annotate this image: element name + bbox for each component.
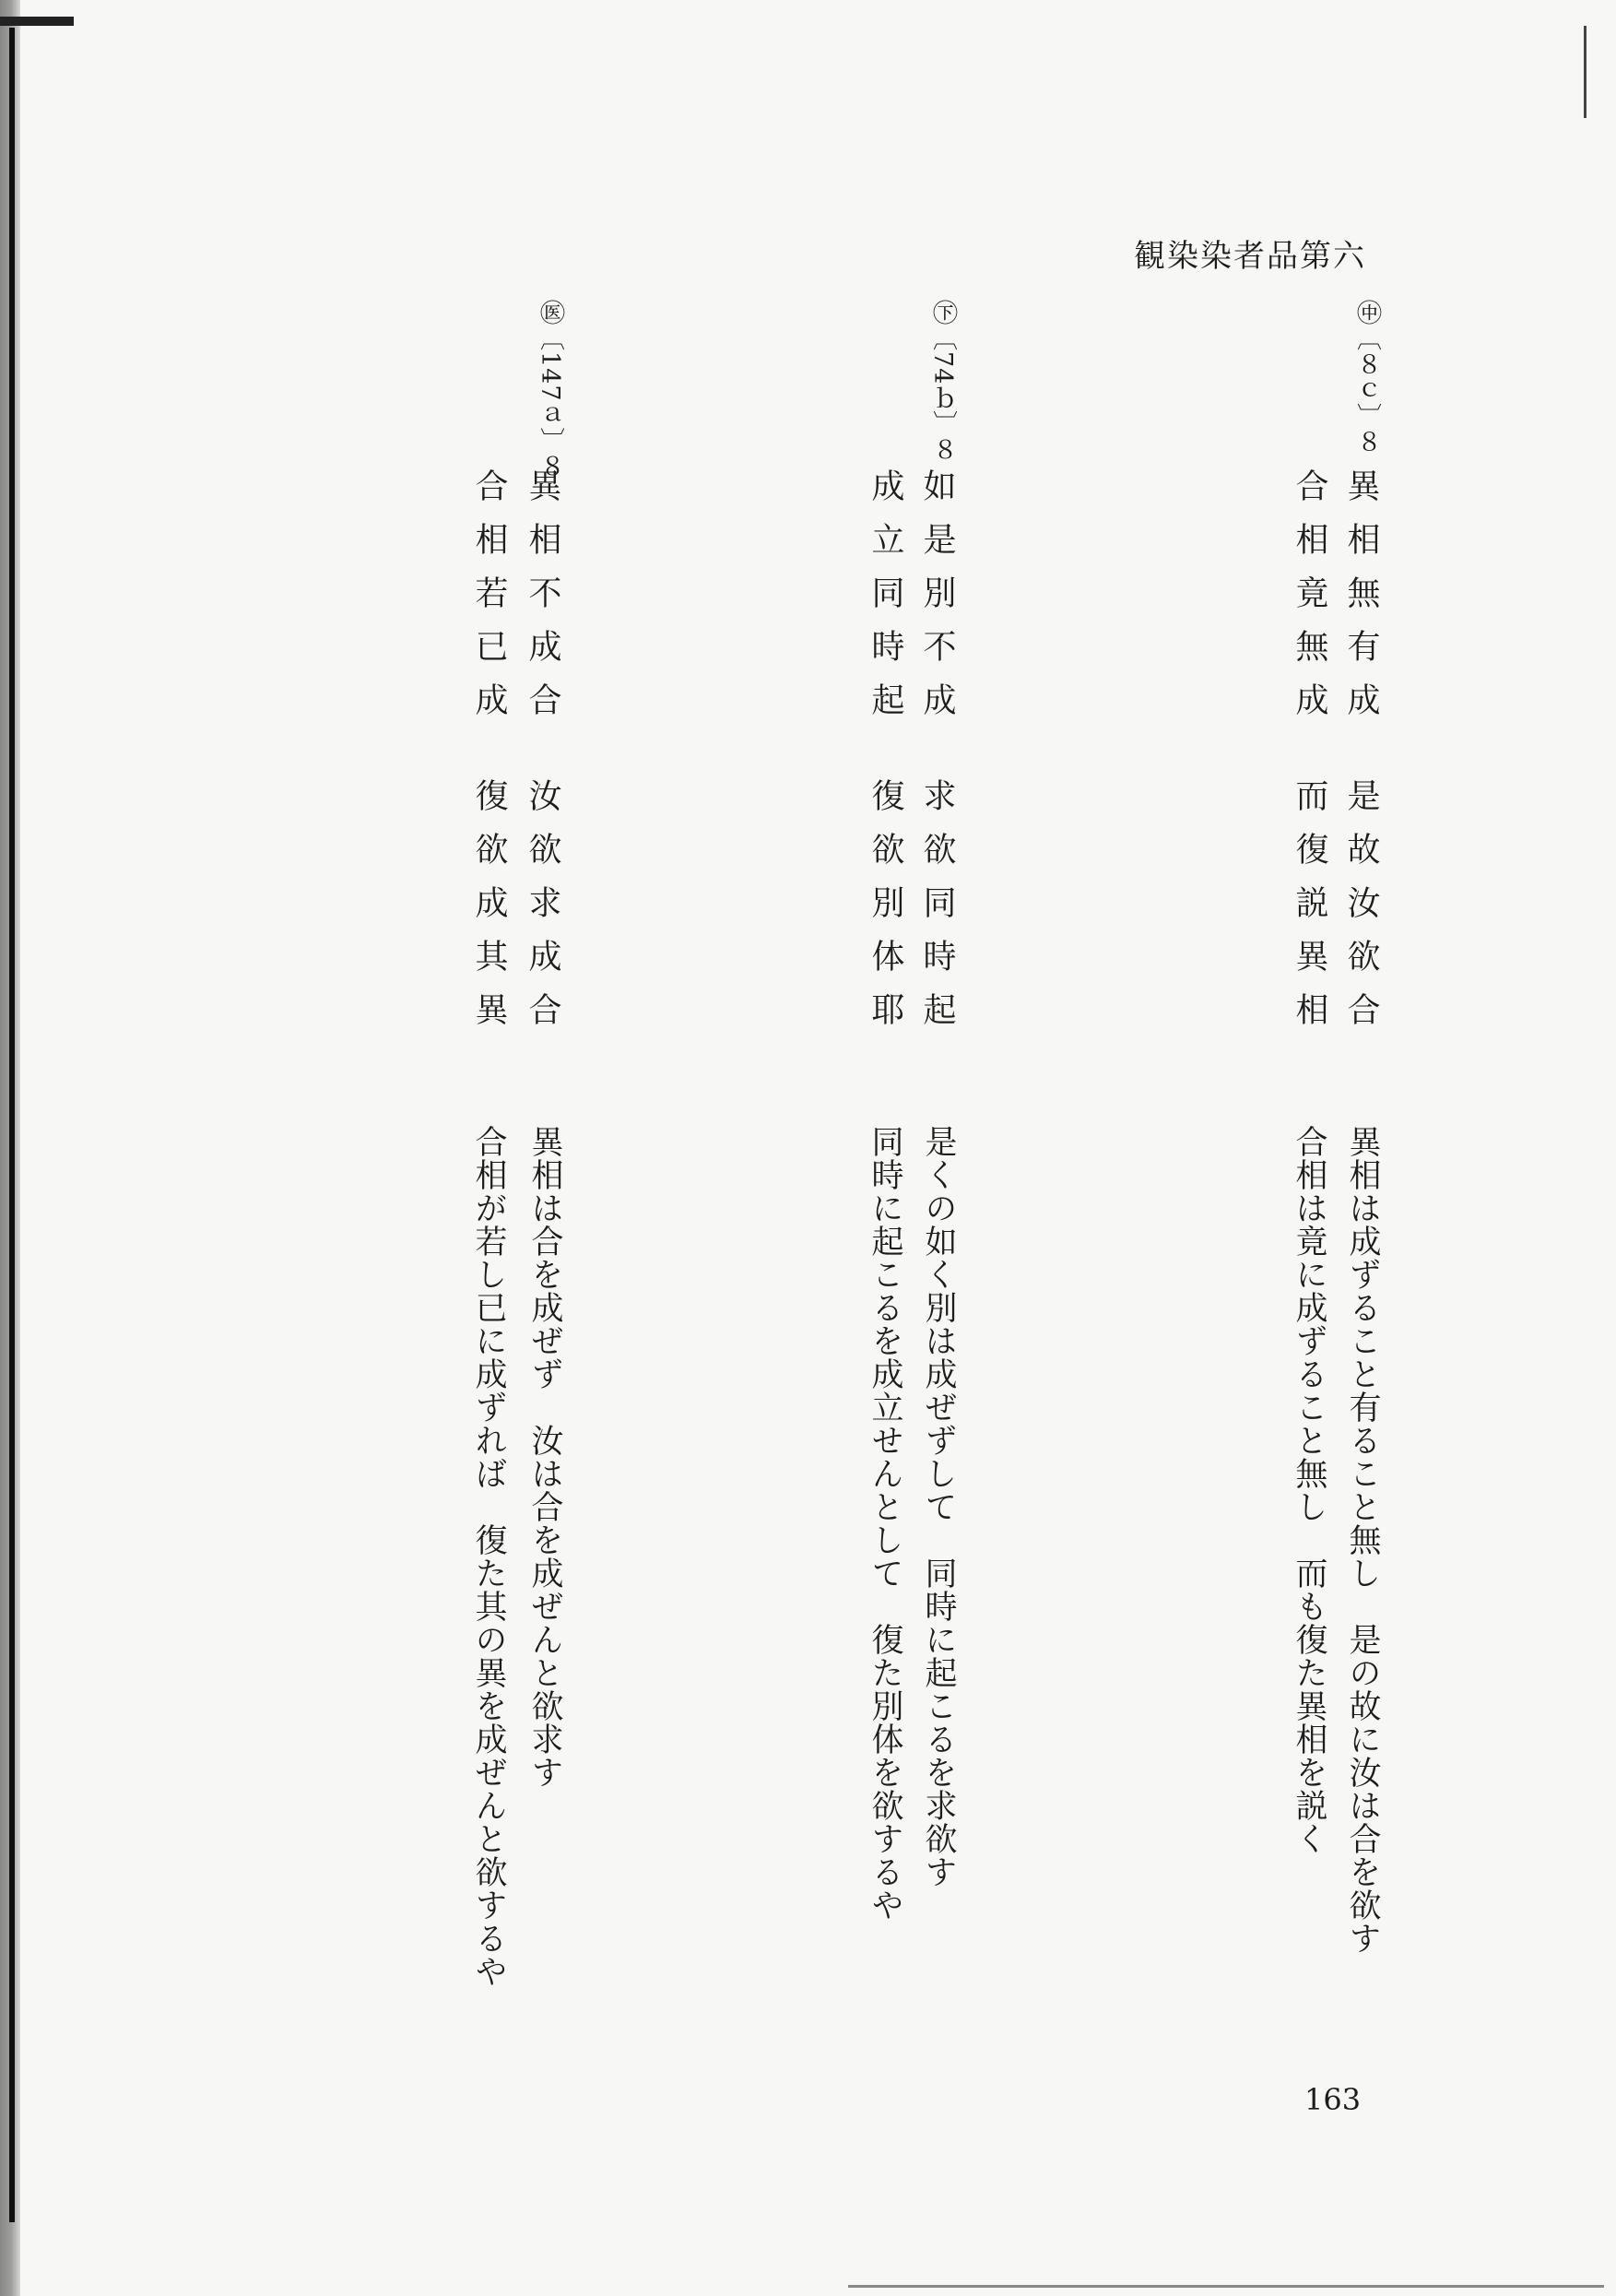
block-1-verse-line-4: 而復説異相 xyxy=(1291,778,1328,1046)
block-1-prose-line-2: 合相は竟に成ずること無し 而も復た異相を説く xyxy=(1291,1125,1327,1855)
block-2-verse-line-3: 求欲同時起 xyxy=(918,778,956,1046)
block-1-verse-line-2: 合相竟無成 xyxy=(1291,468,1328,736)
block-1-verse-line-3: 是故汝欲合 xyxy=(1342,778,1380,1046)
block-3-verse-line-4: 復欲成其異 xyxy=(470,778,508,1046)
block-3-prose-line-1: 異相は合を成ぜず 汝は合を成ぜんと欲求す xyxy=(526,1125,563,1789)
block-3-verse-line-1: 異相不成合 xyxy=(524,468,561,736)
binding-edge-line xyxy=(9,28,15,2222)
block-2-verse-line-1: 如是別不成 xyxy=(918,468,956,736)
right-edge-mark xyxy=(1584,26,1587,118)
block-3-reference: ㊩〔147ａ〕８ xyxy=(536,300,564,479)
block-3-verse-line-3: 汝欲求成合 xyxy=(524,778,561,1046)
block-1-reference: ㊥〔８ｃ〕８ xyxy=(1352,300,1381,455)
running-header: 観染染者品第六 xyxy=(1134,238,1366,275)
bottom-edge-line xyxy=(848,2285,1604,2288)
page-number: 163 xyxy=(1304,2082,1362,2117)
block-1-verse-line-1: 異相無有成 xyxy=(1342,468,1380,736)
corner-mark xyxy=(0,17,74,26)
block-2-verse-line-2: 成立同時起 xyxy=(867,468,904,736)
block-2-verse-line-4: 復欲別体耶 xyxy=(867,778,904,1046)
block-2-prose-line-1: 是くの如く別は成ぜずして 同時に起こるを求欲す xyxy=(920,1125,957,1888)
block-1-prose-line-1: 異相は成ずること有ること無し 是の故に汝は合を欲す xyxy=(1344,1125,1381,1955)
block-2-reference: ㊦〔74ｂ〕８ xyxy=(928,300,957,463)
block-3-prose-line-2: 合相が若し已に成ずれば 復た其の異を成ぜんと欲するや xyxy=(470,1125,507,1988)
block-2-prose-line-2: 同時に起こるを成立せんとして 復た別体を欲するや xyxy=(867,1125,903,1922)
block-3-verse-line-2: 合相若已成 xyxy=(470,468,508,736)
